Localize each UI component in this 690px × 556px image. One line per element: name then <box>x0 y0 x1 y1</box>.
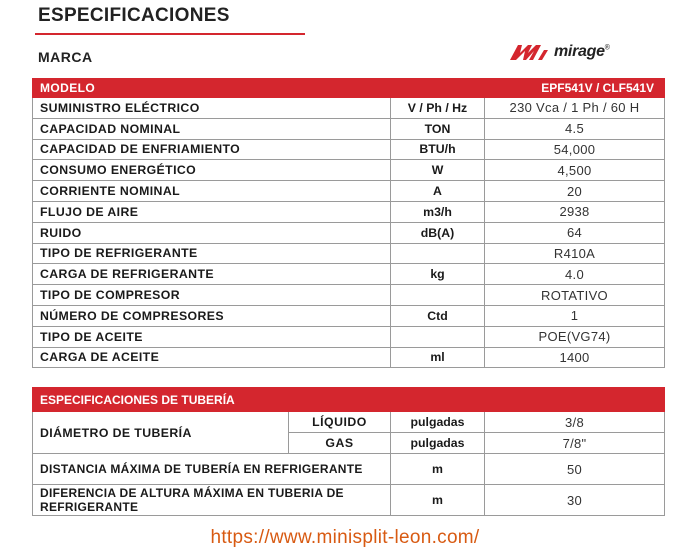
spec-value: 54,000 <box>485 139 665 160</box>
brand-logo <box>508 40 658 64</box>
logo-wordmark: mirage® <box>554 43 610 60</box>
spec-label: FLUJO DE AIRE <box>33 201 391 222</box>
table-row <box>33 160 665 181</box>
spec-value: 2938 <box>485 201 665 222</box>
spec-label: CARGA DE REFRIGERANTE <box>33 264 391 285</box>
spec-unit: W <box>391 160 485 181</box>
gas-label: GAS <box>289 433 391 454</box>
table-row <box>33 98 665 119</box>
page-title: ESPECIFICACIONES <box>38 5 230 26</box>
model-header-label: MODELO <box>33 79 391 98</box>
model-header-row <box>33 79 665 98</box>
spec-unit: dB(A) <box>391 222 485 243</box>
table-row <box>33 485 665 516</box>
gas-value: 7/8" <box>485 433 665 454</box>
table-row <box>33 181 665 202</box>
spec-label: NÚMERO DE COMPRESORES <box>33 305 391 326</box>
spec-unit: BTU/h <box>391 139 485 160</box>
spec-value: 4,500 <box>485 160 665 181</box>
spec-unit: m3/h <box>391 201 485 222</box>
piping-header-row <box>33 388 665 412</box>
spec-value: 4.5 <box>485 118 665 139</box>
table-row <box>33 412 665 433</box>
spec-label: CAPACIDAD DE ENFRIAMIENTO <box>33 139 391 160</box>
height-diff-label: DIFERENCIA DE ALTURA MÁXIMA EN TUBERIA DE REFRIGERANTE <box>33 485 391 516</box>
table-row <box>33 347 665 368</box>
piping-header-label: ESPECIFICACIONES DE TUBERÍA <box>33 388 665 412</box>
spec-value: ROTATIVO <box>485 285 665 306</box>
model-header-value: EPF541V / CLF541V <box>391 79 665 98</box>
spec-value: 20 <box>485 181 665 202</box>
table-row <box>33 118 665 139</box>
spec-label: TIPO DE ACEITE <box>33 326 391 347</box>
spec-unit: TON <box>391 118 485 139</box>
spec-value: R410A <box>485 243 665 264</box>
spec-label: CAPACIDAD NOMINAL <box>33 118 391 139</box>
spec-unit: A <box>391 181 485 202</box>
spec-label: CONSUMO ENERGÉTICO <box>33 160 391 181</box>
spec-unit: ml <box>391 347 485 368</box>
table-row <box>33 454 665 485</box>
max-distance-unit: m <box>391 454 485 485</box>
mirage-logo-icon <box>508 42 552 62</box>
table-row <box>33 222 665 243</box>
spec-value: 230 Vca / 1 Ph / 60 H <box>485 98 665 119</box>
table-row <box>33 264 665 285</box>
spec-value: 1400 <box>485 347 665 368</box>
spec-unit: V / Ph / Hz <box>391 98 485 119</box>
brand-label: MARCA <box>38 49 93 65</box>
spec-label: TIPO DE COMPRESOR <box>33 285 391 306</box>
spec-label: SUMINISTRO ELÉCTRICO <box>33 98 391 119</box>
spec-value: POE(VG74) <box>485 326 665 347</box>
spec-unit <box>391 243 485 264</box>
spec-label: TIPO DE REFRIGERANTE <box>33 243 391 264</box>
spec-label: CORRIENTE NOMINAL <box>33 181 391 202</box>
table-row <box>33 243 665 264</box>
spec-unit <box>391 285 485 306</box>
spec-value: 4.0 <box>485 264 665 285</box>
height-diff-value: 30 <box>485 485 665 516</box>
spec-value: 64 <box>485 222 665 243</box>
table-row <box>33 139 665 160</box>
liquid-label: LÍQUIDO <box>289 412 391 433</box>
table-row <box>33 305 665 326</box>
pipe-diameter-label: DIÁMETRO DE TUBERÍA <box>33 412 289 454</box>
website-url[interactable]: https://www.minisplit-leon.com/ <box>210 527 480 548</box>
specifications-table <box>32 78 665 368</box>
spec-label: RUIDO <box>33 222 391 243</box>
spec-value: 1 <box>485 305 665 326</box>
title-underline <box>35 33 305 35</box>
table-row <box>33 201 665 222</box>
max-distance-label: DISTANCIA MÁXIMA DE TUBERÍA EN REFRIGERANTE <box>33 454 391 485</box>
table-row <box>33 285 665 306</box>
spec-unit: Ctd <box>391 305 485 326</box>
spec-unit: kg <box>391 264 485 285</box>
spec-label: CARGA DE ACEITE <box>33 347 391 368</box>
max-distance-value: 50 <box>485 454 665 485</box>
liquid-unit: pulgadas <box>391 412 485 433</box>
spec-unit <box>391 326 485 347</box>
height-diff-unit: m <box>391 485 485 516</box>
liquid-value: 3/8 <box>485 412 665 433</box>
table-row <box>33 326 665 347</box>
gas-unit: pulgadas <box>391 433 485 454</box>
piping-specifications-table <box>32 387 665 516</box>
